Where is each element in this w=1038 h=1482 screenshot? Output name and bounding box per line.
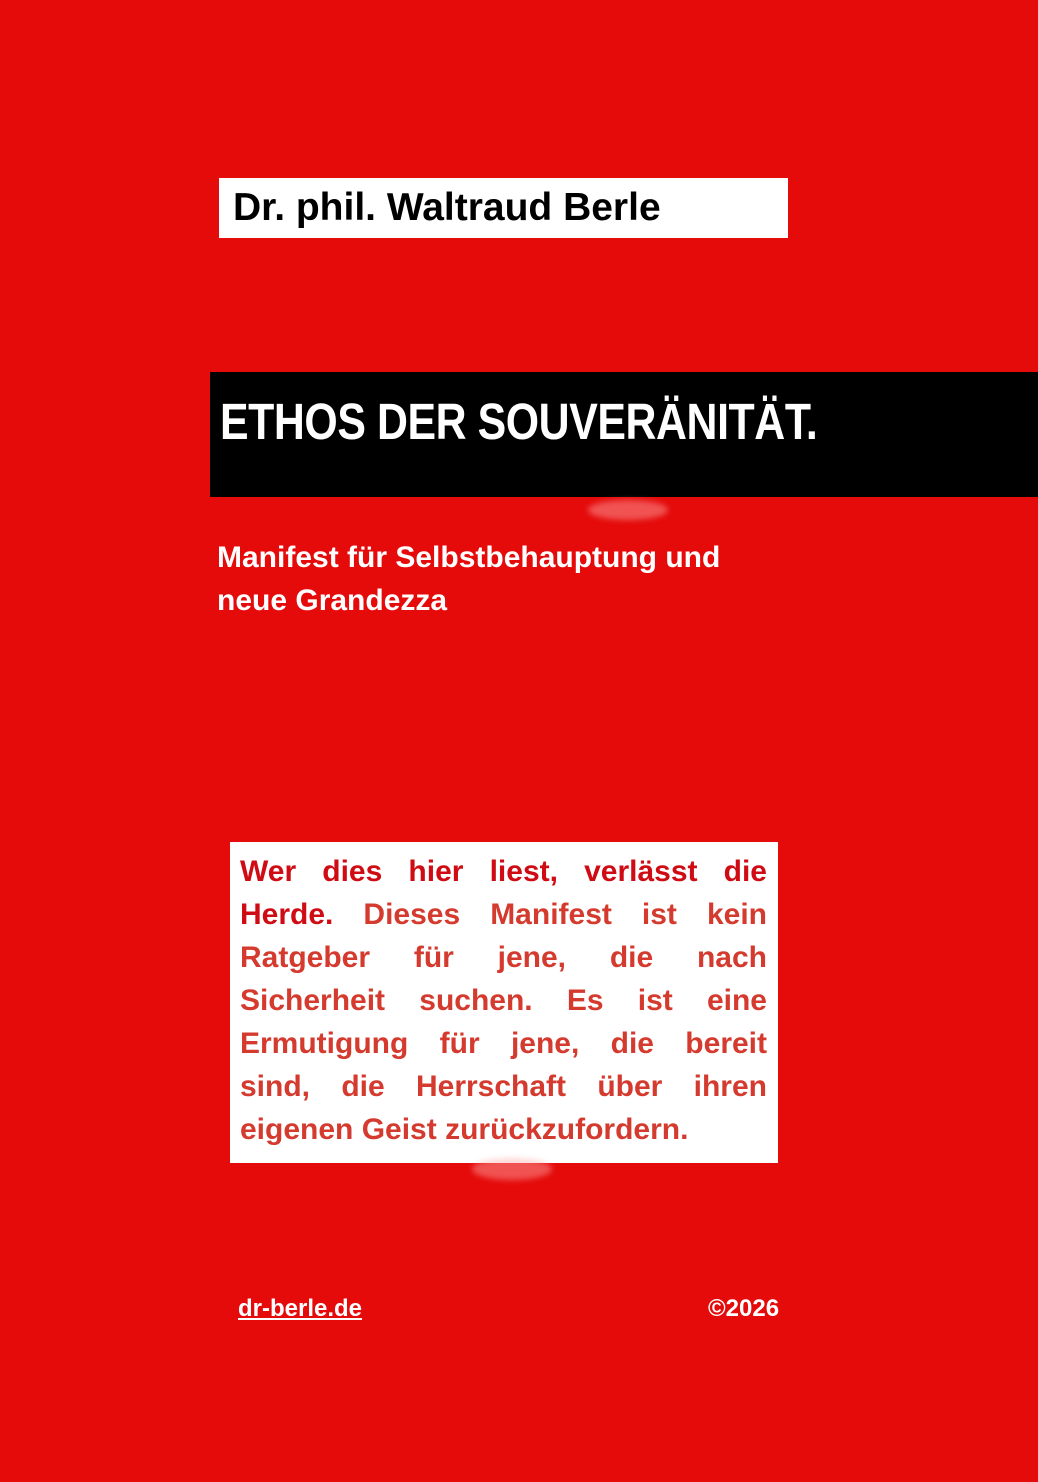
blurb-line [240, 1069, 767, 1105]
blurb-line [240, 940, 767, 976]
blurb-text: eigenen Geist zurückzufordern. [240, 1113, 689, 1146]
print-smudge [588, 500, 668, 520]
title-banner [210, 372, 1038, 497]
blurb-text: Sicherheit suchen. Es ist eine [240, 984, 767, 1017]
book-title: ETHOS DER SOUVERÄNITÄT. [220, 393, 818, 450]
blurb-box [230, 842, 778, 1163]
blurb-text: Dieses Manifest ist kein [333, 898, 767, 931]
blurb-emphasis: Herde. [240, 898, 334, 931]
print-smudge [472, 1158, 552, 1180]
blurb-line [240, 1112, 767, 1148]
blurb-emphasis: Wer dies hier liest, verlässt die [240, 855, 767, 888]
author-label-box [219, 178, 788, 238]
blurb-text: Ermutigung für jene, die bereit [240, 1027, 767, 1060]
subtitle-line: neue Grandezza [217, 584, 448, 617]
website-link[interactable]: dr-berle.de [238, 1295, 363, 1322]
blurb-line [240, 854, 767, 890]
copyright-notice: ©2026 [708, 1295, 780, 1322]
book-subtitle [217, 536, 857, 622]
blurb-line [240, 897, 767, 933]
subtitle-line: Manifest für Selbstbehauptung und [217, 541, 721, 574]
author-name: Dr. phil. Waltraud Berle [233, 186, 661, 229]
blurb-text: Ratgeber für jene, die nach [240, 941, 767, 974]
blurb-line [240, 983, 767, 1019]
blurb-text: sind, die Herrschaft über ihren [240, 1070, 767, 1103]
blurb-line [240, 1026, 767, 1062]
